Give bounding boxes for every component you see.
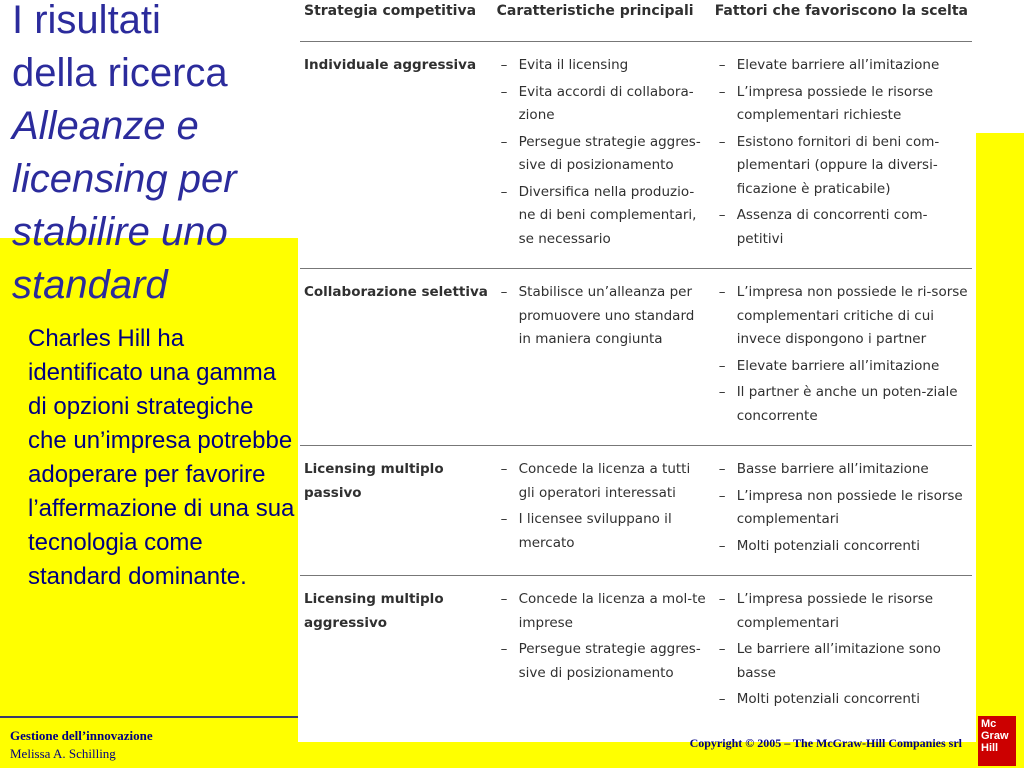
factors-cell bbox=[711, 446, 972, 576]
factor-item bbox=[715, 588, 968, 635]
dash-bullet: – bbox=[718, 461, 726, 477]
features-cell-list bbox=[497, 458, 707, 555]
feature-item bbox=[497, 54, 707, 78]
dash-bullet: – bbox=[500, 641, 508, 657]
table-header-row bbox=[300, 0, 972, 42]
feature-item bbox=[497, 131, 707, 178]
dash-bullet: – bbox=[718, 57, 726, 73]
strategy-cell bbox=[300, 576, 493, 729]
dash-bullet: – bbox=[500, 183, 508, 200]
factors-cell-list bbox=[715, 588, 968, 712]
title-italic-line-2: licensing per bbox=[12, 157, 237, 201]
factor-item-text: L’impresa possiede le risorse complementari richieste bbox=[736, 83, 934, 123]
features-cell-list bbox=[497, 588, 707, 685]
factor-item bbox=[715, 54, 968, 78]
factor-item-text: Molti potenziali concorrenti bbox=[736, 537, 920, 554]
factor-item-text: Elevate barriere all’imitazione bbox=[736, 357, 940, 374]
footer-copyright: Copyright © 2005 – The McGraw-Hill Companies srl bbox=[689, 736, 962, 750]
factor-item-text: Basse barriere all’imitazione bbox=[736, 461, 929, 477]
footer-course: Gestione dell’innovazione bbox=[10, 728, 153, 743]
slide-title bbox=[12, 0, 302, 312]
factor-item bbox=[715, 204, 968, 251]
dash-bullet: – bbox=[500, 83, 508, 100]
strategy-name: Collaborazione selettiva bbox=[304, 284, 488, 300]
factor-item bbox=[715, 81, 968, 128]
features-cell bbox=[493, 269, 711, 446]
strategy-table-image bbox=[298, 0, 976, 742]
factor-item bbox=[715, 131, 968, 202]
table-row bbox=[300, 576, 972, 729]
factor-item-text: Elevate barriere all’imitazione bbox=[736, 57, 940, 73]
feature-item bbox=[497, 181, 707, 252]
dash-bullet: – bbox=[500, 57, 508, 73]
feature-item-text: I licensee sviluppano il mercato bbox=[518, 511, 672, 551]
feature-item bbox=[497, 588, 707, 635]
factors-cell-list bbox=[715, 54, 968, 251]
header-features: Caratteristiche principali bbox=[493, 0, 711, 42]
feature-item-text: Persegue strategie aggres-sive di posizionamento bbox=[518, 641, 701, 681]
mcgraw-hill-logo bbox=[978, 716, 1016, 766]
factor-item bbox=[715, 355, 968, 379]
factors-cell bbox=[711, 42, 972, 269]
strategy-cell bbox=[300, 446, 493, 576]
dash-bullet: – bbox=[718, 284, 726, 300]
dash-bullet: – bbox=[718, 641, 726, 657]
table-row bbox=[300, 42, 972, 269]
factor-item-text: Assenza di concorrenti com-petitivi bbox=[736, 207, 928, 247]
feature-item bbox=[497, 508, 707, 555]
features-cell bbox=[493, 576, 711, 729]
factors-cell bbox=[711, 576, 972, 729]
factor-item-text: Esistono fornitori di beni com-plementari (oppure la diversi-ficazione è praticabile) bbox=[736, 133, 940, 197]
title-italic-line-3: stabilire uno bbox=[12, 210, 228, 254]
title-italic-line-4: standard bbox=[12, 263, 168, 307]
table-row bbox=[300, 446, 972, 576]
dash-bullet: – bbox=[718, 591, 726, 607]
dash-bullet: – bbox=[718, 207, 726, 223]
feature-item-text: Stabilisce un’alleanza per promuovere uno standard in maniera congiunta bbox=[518, 284, 695, 347]
title-line-1: I risultati bbox=[12, 0, 161, 42]
logo-line-3: Hill bbox=[981, 742, 999, 754]
dash-bullet: – bbox=[500, 133, 508, 150]
dash-bullet: – bbox=[718, 691, 726, 707]
strategy-table bbox=[300, 0, 972, 729]
factor-item bbox=[715, 688, 968, 712]
features-cell bbox=[493, 446, 711, 576]
logo-line-1: Mc bbox=[981, 718, 997, 730]
dash-bullet: – bbox=[500, 461, 508, 477]
right-yellow-strip bbox=[976, 133, 1024, 716]
table-body bbox=[300, 42, 972, 729]
feature-item-text: Concede la licenza a mol-te imprese bbox=[518, 591, 706, 631]
feature-item-text: Persegue strategie aggres-sive di posizionamento bbox=[518, 133, 701, 173]
strategy-name: Licensing multiplo passivo bbox=[304, 461, 444, 501]
factor-item bbox=[715, 458, 968, 482]
header-factors: Fattori che favoriscono la scelta bbox=[711, 0, 972, 42]
strategy-name: Individuale aggressiva bbox=[304, 57, 477, 73]
dash-bullet: – bbox=[718, 83, 726, 100]
features-cell bbox=[493, 42, 711, 269]
feature-item-text: Concede la licenza a tutti gli operatori interessati bbox=[518, 461, 691, 501]
feature-item bbox=[497, 281, 707, 352]
footer-author: Melissa A. Schilling bbox=[10, 746, 116, 761]
feature-item-text: Evita il licensing bbox=[518, 57, 629, 73]
features-cell-list bbox=[497, 54, 707, 251]
features-cell-list bbox=[497, 281, 707, 352]
strategy-cell bbox=[300, 269, 493, 446]
factor-item-text: Molti potenziali concorrenti bbox=[736, 691, 920, 707]
header-strategy: Strategia competitiva bbox=[300, 0, 493, 42]
dash-bullet: – bbox=[500, 284, 508, 300]
feature-item bbox=[497, 638, 707, 685]
factor-item bbox=[715, 381, 968, 428]
feature-item bbox=[497, 81, 707, 128]
strategy-cell bbox=[300, 42, 493, 269]
dash-bullet: – bbox=[500, 511, 508, 527]
strategy-name: Licensing multiplo aggressivo bbox=[304, 591, 444, 631]
feature-item-text: Evita accordi di collabora-zione bbox=[518, 83, 694, 123]
factors-cell bbox=[711, 269, 972, 446]
factor-item bbox=[715, 535, 968, 559]
factor-item bbox=[715, 485, 968, 532]
factor-item-text: Il partner è anche un poten-ziale concorrente bbox=[736, 384, 958, 424]
factor-item-text: L’impresa non possiede le risorse complementari bbox=[736, 487, 963, 527]
body-paragraph: Charles Hill ha identificato una gamma di opzioni strategiche che un’impresa potrebbe adoperare per favorire l’affermazione di una sua tecnologia come standard dominante. bbox=[28, 325, 295, 590]
factor-item-text: L’impresa non possiede le ri-sorse complementari critiche di cui invece dispongono i partner bbox=[736, 284, 968, 347]
factor-item bbox=[715, 638, 968, 685]
dash-bullet: – bbox=[718, 487, 726, 504]
logo-line-2: Graw bbox=[981, 730, 1009, 742]
dash-bullet: – bbox=[718, 357, 726, 374]
factor-item bbox=[715, 281, 968, 352]
dash-bullet: – bbox=[718, 133, 726, 150]
title-line-2: della ricerca bbox=[12, 51, 228, 95]
feature-item-text: Diversifica nella produzio-ne di beni complementari, se necessario bbox=[518, 183, 697, 247]
factor-item-text: Le barriere all’imitazione sono basse bbox=[736, 641, 941, 681]
dash-bullet: – bbox=[718, 384, 726, 400]
dash-bullet: – bbox=[500, 591, 508, 607]
title-italic-line-1: Alleanze e bbox=[12, 104, 199, 148]
factor-item-text: L’impresa possiede le risorse complementari bbox=[736, 591, 934, 631]
footer-credits bbox=[10, 727, 153, 763]
dash-bullet: – bbox=[718, 537, 726, 554]
factors-cell-list bbox=[715, 458, 968, 558]
table-row bbox=[300, 269, 972, 446]
factors-cell-list bbox=[715, 281, 968, 428]
feature-item bbox=[497, 458, 707, 505]
